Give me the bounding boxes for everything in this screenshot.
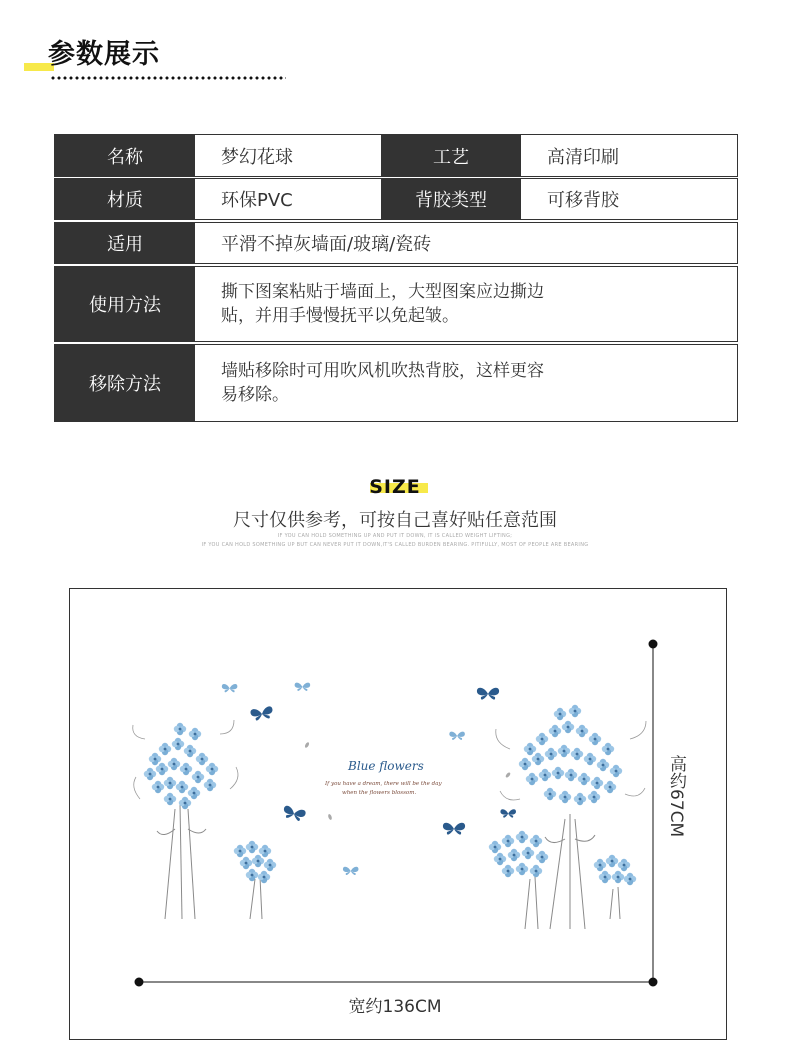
width-dimension-line	[135, 978, 657, 986]
param-label-backing: 背胶类型	[381, 179, 521, 219]
left-small-bouquet	[234, 841, 276, 919]
dotted-divider	[50, 76, 286, 80]
param-value-backing: 可移背胶	[547, 190, 619, 211]
param-value-usage	[195, 267, 737, 341]
left-bouquet	[133, 720, 238, 919]
script-title: Blue flowers	[348, 759, 424, 773]
height-label: 高约67CM	[666, 755, 686, 838]
size-subtitle: 尺寸仅供参考，可按自己喜好贴任意范围	[233, 510, 557, 531]
param-value-name: 梦幻花球	[221, 146, 293, 168]
fine-print-line-2: IF YOU CAN HOLD SOMETHING UP BUT CAN NEVER PUT IT DOWN,IT'S CALLED BURDEN BEARING. PITIFULLY, MOST OF PEOPLE ARE BEARING	[201, 542, 589, 548]
wall-sticker-illustration	[70, 589, 726, 1039]
param-value-craft: 高清印刷	[547, 146, 619, 168]
usage-line-1: 撕下图案粘贴于墙面上，大型图案应边撕边	[221, 282, 544, 302]
far-right-bouquet	[594, 855, 636, 919]
fine-print-line-1: IF YOU CAN HOLD SOMETHING UP AND PUT IT DOWN, IT IS CALLED WEIGHT LIFTING;	[277, 533, 513, 539]
param-row-remove	[54, 344, 738, 422]
section-title: 参数展示	[48, 39, 160, 70]
param-label-name: 名称	[55, 135, 195, 176]
param-value-remove	[195, 345, 737, 421]
param-label-remove: 移除方法	[55, 345, 195, 421]
right-bouquet	[496, 705, 646, 929]
param-row-material	[54, 178, 738, 220]
script-line-2: when the flowers blossom.	[342, 790, 417, 796]
param-row-usage	[54, 266, 738, 342]
param-row-name	[54, 134, 738, 177]
param-value-material: 环保PVC	[221, 190, 293, 211]
height-label-wrap	[655, 755, 695, 855]
param-label-apply: 适用	[55, 223, 195, 263]
param-value-apply: 平滑不掉灰墙面/玻璃/瓷砖	[221, 234, 432, 255]
right-lower-bouquet	[489, 831, 548, 929]
param-label-usage: 使用方法	[55, 267, 195, 341]
script-line-1: If you have a dream, there will be the day	[325, 781, 442, 787]
width-label: 宽约136CM	[348, 997, 442, 1017]
usage-line-2: 贴，并用手慢慢抚平以免起皱。	[221, 306, 459, 326]
param-row-apply	[54, 222, 738, 264]
remove-line-2: 易移除。	[221, 385, 289, 405]
size-title: SIZE	[369, 476, 421, 498]
remove-line-1: 墙贴移除时可用吹风机吹热背胶，这样更容	[221, 361, 544, 381]
param-label-craft: 工艺	[381, 135, 521, 176]
param-label-material: 材质	[55, 179, 195, 219]
